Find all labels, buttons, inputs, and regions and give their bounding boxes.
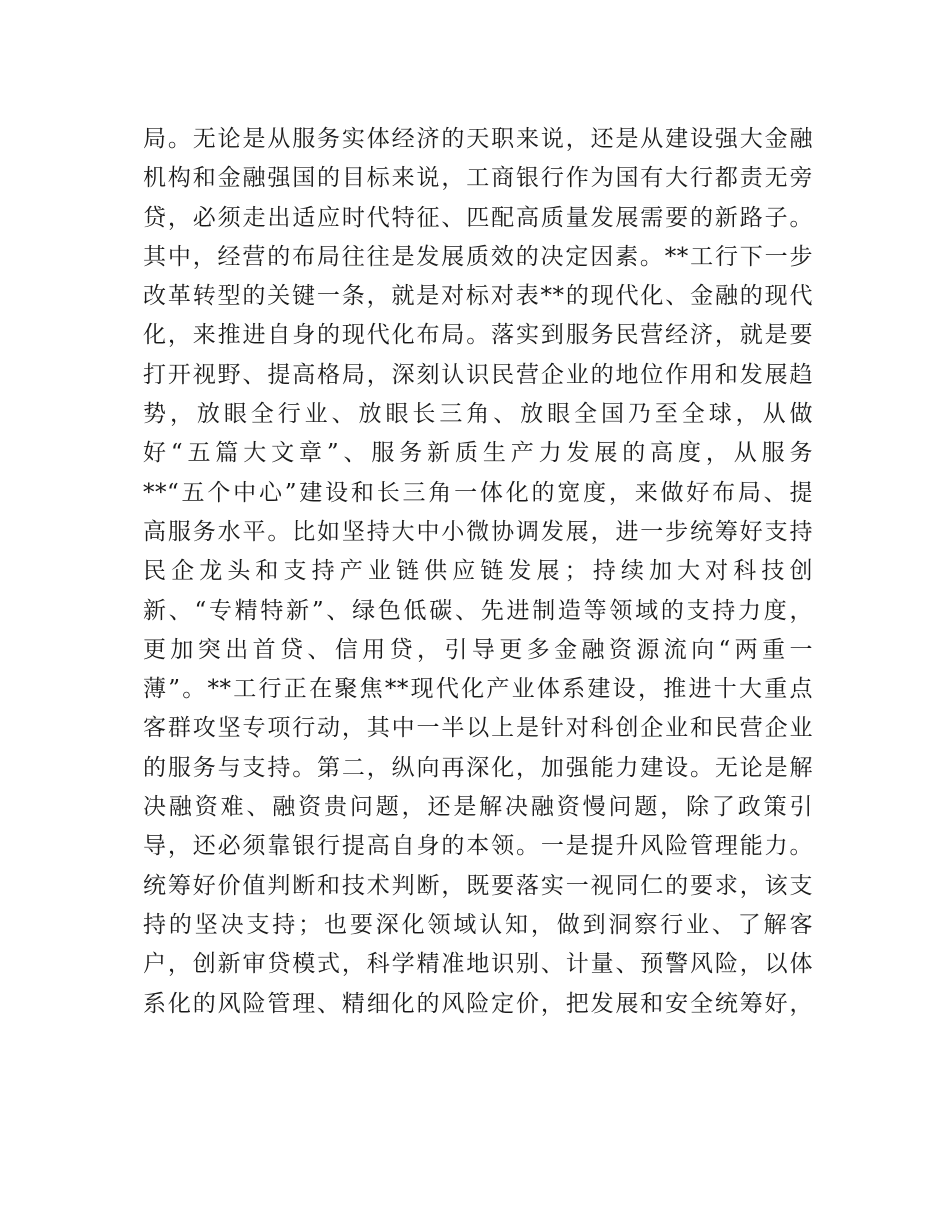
text-line: 薄”。**工行正在聚焦**现代化产业体系建设，推进十大重点 <box>143 676 813 703</box>
text-line: 决融资难、融资贵问题，还是解决融资慢问题，除了政策引 <box>143 794 813 821</box>
text-line: 机构和金融强国的目标来说，工商银行作为国有大行都责无旁 <box>143 165 813 192</box>
text-line: 打开视野、提高格局，深刻认识民营企业的地位作用和发展趋 <box>143 361 813 388</box>
text-line: 客群攻坚专项行动，其中一半以上是针对科创企业和民营企业 <box>143 715 813 742</box>
text-line: 持的坚决支持；也要深化领域认知，做到洞察行业、了解客 <box>143 911 813 938</box>
text-line: 化，来推进自身的现代化布局。落实到服务民营经济，就是要 <box>143 322 813 349</box>
text-line: 好“五篇大文章”、服务新质生产力发展的高度，从服务 <box>143 440 813 467</box>
text-line: 户，创新审贷模式，科学精准地识别、计量、预警风险，以体 <box>143 951 813 978</box>
text-line: 的服务与支持。第二，纵向再深化，加强能力建设。无论是解 <box>143 754 813 781</box>
text-line: 改革转型的关键一条，就是对标对表**的现代化、金融的现代 <box>143 283 813 310</box>
text-line: 高服务水平。比如坚持大中小微协调发展，进一步统筹好支持 <box>143 518 813 545</box>
text-line: 其中，经营的布局往往是发展质效的决定因素。**工行下一步 <box>143 243 813 270</box>
text-line: 系化的风险管理、精细化的风险定价，把发展和安全统筹好， <box>143 990 813 1017</box>
text-line: 势，放眼全行业、放眼长三角、放眼全国乃至全球，从做 <box>143 401 813 428</box>
text-line: 更加突出首贷、信用贷，引导更多金融资源流向“两重一 <box>143 636 813 663</box>
text-line: 统筹好价值判断和技术判断，既要落实一视同仁的要求，该支 <box>143 872 813 899</box>
text-line: **“五个中心”建设和长三角一体化的宽度，来做好布局、提 <box>143 479 813 506</box>
text-line: 新、“专精特新”、绿色低碳、先进制造等领域的支持力度， <box>143 597 813 624</box>
text-line: 民企龙头和支持产业链供应链发展；持续加大对科技创 <box>143 558 813 585</box>
text-line: 局。无论是从服务实体经济的天职来说，还是从建设强大金融 <box>143 126 813 152</box>
text-line: 导，还必须靠银行提高自身的本领。一是提升风险管理能力。 <box>143 833 813 860</box>
body-text <box>143 120 813 1024</box>
text-line: 贷，必须走出适应时代特征、匹配高质量发展需要的新路子。 <box>143 204 813 231</box>
